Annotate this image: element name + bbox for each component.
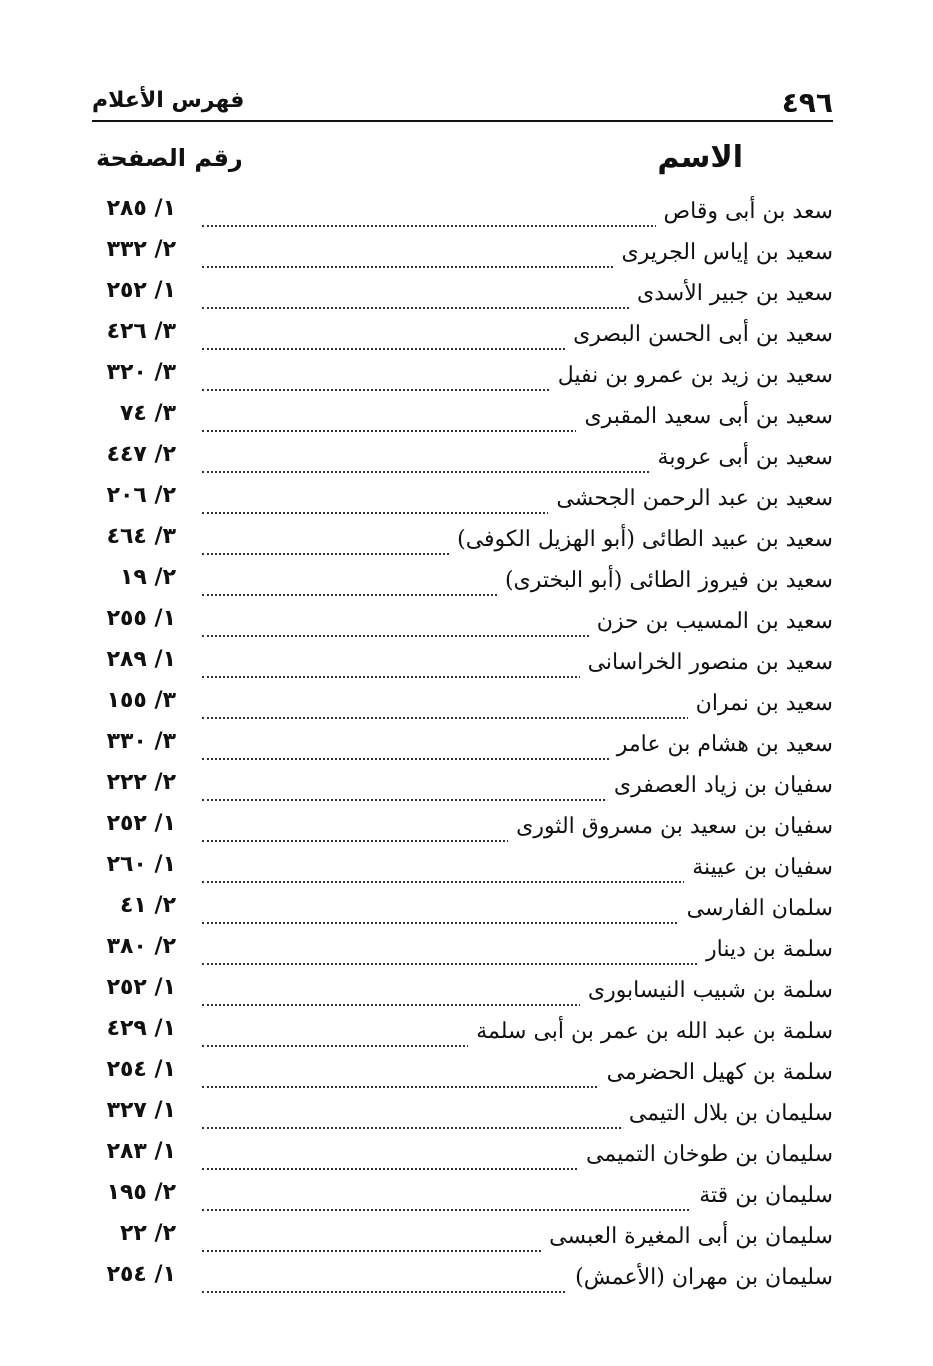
section-title: فهرس الأعلام [92, 88, 245, 113]
index-entry [96, 398, 833, 439]
entry-name: سلمة بن شبيب النيسابورى [580, 974, 833, 1008]
index-entry [96, 1013, 833, 1054]
entry-name: سليمان بن مهران (الأعمش) [567, 1261, 833, 1295]
entry-page-ref: ١/ ٣٢٧ [106, 1098, 176, 1123]
entry-name: سعيد بن عبد الرحمن الجحشى [548, 482, 833, 516]
index-entry [96, 644, 833, 685]
entry-page-ref: ٢/ ٢٠٦ [106, 483, 176, 508]
entry-page-ref: ٣/ ٣٢٠ [106, 360, 176, 385]
entry-name: سليمان بن أبى المغيرة العبسى [541, 1220, 833, 1254]
entry-page-ref: ٢/ ٢٢٢ [106, 770, 176, 795]
index-entry [96, 1218, 833, 1259]
entry-name: سعيد بن نمران [688, 687, 833, 721]
entry-page-ref: ١/ ٢٥٢ [106, 811, 176, 836]
index-entry [96, 1054, 833, 1095]
index-entry [96, 357, 833, 398]
entry-page-ref: ٢/ ١٩٥ [106, 1180, 176, 1205]
entry-name: سعيد بن جبير الأسدى [629, 277, 833, 311]
index-entry [96, 972, 833, 1013]
entry-name: سعد بن أبى وقاص [656, 195, 833, 229]
entry-name: سلمة بن عبد الله بن عمر بن أبى سلمة [468, 1015, 833, 1049]
running-header [92, 84, 833, 122]
entry-page-ref: ٣/ ٤٦٤ [106, 524, 176, 549]
index-entry [96, 685, 833, 726]
entry-page-ref: ١/ ٢٥٤ [106, 1262, 176, 1287]
index-entry [96, 439, 833, 480]
entry-page-ref: ٢/ ٢٢ [120, 1221, 176, 1246]
entry-name: سعيد بن إياس الجريرى [613, 236, 833, 270]
entry-name: سعيد بن زيد بن عمرو بن نفيل [550, 359, 833, 393]
index-entries [96, 193, 833, 1300]
page-number: ٤٩٦ [781, 86, 833, 119]
index-entry [96, 808, 833, 849]
entry-page-ref: ٣/ ٣٣٠ [106, 729, 176, 754]
entry-name: سلمة بن كهيل الحضرمى [599, 1056, 833, 1090]
entry-page-ref: ١/ ٢٨٩ [106, 647, 176, 672]
column-header-page-number: رقم الصفحة [96, 144, 243, 172]
entry-name: سلمة بن دينار [698, 933, 833, 967]
index-entry [96, 562, 833, 603]
index-entry [96, 931, 833, 972]
entry-page-ref: ١/ ٤٢٩ [106, 1016, 176, 1041]
index-entry [96, 767, 833, 808]
entry-name: سعيد بن منصور الخراسانى [580, 646, 833, 680]
entry-name: سفيان بن سعيد بن مسروق الثورى [508, 810, 833, 844]
index-entry [96, 1136, 833, 1177]
entry-name: سلمان الفارسى [679, 892, 833, 926]
index-entry [96, 1177, 833, 1218]
index-entry [96, 521, 833, 562]
entry-name: سليمان بن طوخان التميمى [578, 1138, 833, 1172]
entry-page-ref: ٣/ ١٥٥ [106, 688, 176, 713]
index-entry [96, 193, 833, 234]
entry-name: سعيد بن أبى الحسن البصرى [565, 318, 833, 352]
index-entry [96, 316, 833, 357]
index-entry [96, 890, 833, 931]
entry-page-ref: ٢/ ٤١ [120, 893, 176, 918]
entry-page-ref: ١/ ٢٥٤ [106, 1057, 176, 1082]
column-header-name: الاسم [657, 140, 743, 175]
entry-name: سفيان بن زياد العصفرى [606, 769, 833, 803]
entry-page-ref: ١/ ٢٨٣ [106, 1139, 176, 1164]
entry-page-ref: ٣/ ٤٢٦ [106, 319, 176, 344]
entry-page-ref: ١/ ٢٨٥ [106, 196, 176, 221]
entry-page-ref: ٢/ ٣٣٢ [106, 237, 176, 262]
entry-name: سعيد بن عبيد الطائى (أبو الهزيل الكوفى) [449, 523, 833, 557]
entry-name: سعيد بن هشام بن عامر [609, 728, 833, 762]
entry-name: سعيد بن أبى عروبة [650, 441, 833, 475]
index-entry [96, 1095, 833, 1136]
entry-name: سليمان بن بلال التيمى [621, 1097, 833, 1131]
index-entry [96, 726, 833, 767]
index-entry [96, 849, 833, 890]
entry-page-ref: ١/ ٢٥٥ [106, 606, 176, 631]
entry-page-ref: ٣/ ٧٤ [120, 401, 176, 426]
entry-name: سعيد بن المسيب بن حزن [589, 605, 833, 639]
entry-page-ref: ٢/ ١٩ [120, 565, 176, 590]
entry-page-ref: ١/ ٢٥٢ [106, 975, 176, 1000]
entry-name: سفيان بن عيينة [684, 851, 833, 885]
index-entry [96, 275, 833, 316]
entry-page-ref: ٢/ ٣٨٠ [106, 934, 176, 959]
entry-name: سعيد بن فيروز الطائى (أبو البخترى) [497, 564, 833, 598]
entry-page-ref: ٢/ ٤٤٧ [106, 442, 176, 467]
index-entry [96, 603, 833, 644]
entry-page-ref: ١/ ٢٥٢ [106, 278, 176, 303]
entry-page-ref: ١/ ٢٦٠ [106, 852, 176, 877]
column-headers [92, 140, 743, 180]
entry-name: سليمان بن قتة [691, 1179, 833, 1213]
index-entry [96, 1259, 833, 1300]
index-entry [96, 480, 833, 521]
entry-name: سعيد بن أبى سعيد المقبرى [576, 400, 833, 434]
index-entry [96, 234, 833, 275]
